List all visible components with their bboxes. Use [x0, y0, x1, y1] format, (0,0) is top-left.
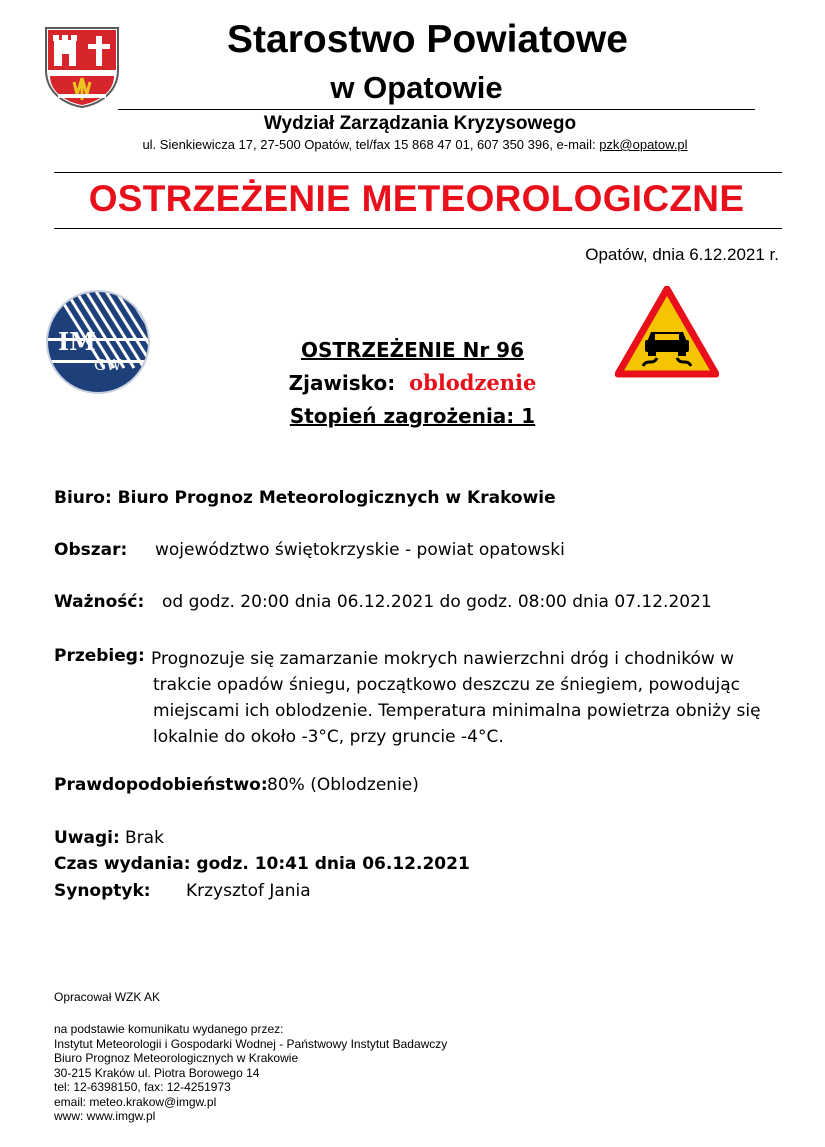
headline-top-rule [54, 172, 782, 173]
headline: OSTRZEŻENIE METEOROLOGICZNE [88, 178, 745, 219]
warning-number-text: OSTRZEŻENIE Nr 96 [301, 338, 524, 362]
warning-number [0, 338, 825, 362]
synoptic-value: Krzysztof Jania [186, 881, 311, 901]
contact-address [0, 137, 825, 152]
probability-value: 80% (Oblodzenie) [267, 775, 419, 795]
area-label: Obszar: [54, 540, 128, 560]
probability-label: Prawdopodobieństwo: [54, 775, 268, 795]
course-line: Prognozuje się zamarzanie mokrych nawierzchni dróg i chodników w [151, 649, 735, 669]
phenomenon-label: Zjawisko: [288, 371, 396, 395]
remarks-label: Uwagi: [54, 828, 120, 848]
headline-bottom-rule [54, 228, 782, 229]
department-name: Wydział Zarządzania Kryzysowego [263, 113, 577, 134]
email-link[interactable]: pzk@opatow.pl [599, 137, 688, 152]
validity-value: od godz. 20:00 dnia 06.12.2021 do godz. 08:00 dnia 07.12.2021 [162, 592, 712, 612]
source-line: 30-215 Kraków ul. Piotra Borowego 14 [54, 1065, 260, 1080]
course-line: trakcie opadów śniegu, początkowo deszczu ze śniegiem, powodując [153, 675, 741, 695]
header-divider [118, 109, 755, 110]
imgw-text-im: IM [58, 327, 96, 356]
bureau-line: Biuro: Biuro Prognoz Meteorologicznych w Krakowie [54, 488, 556, 508]
course-label: Przebieg: [54, 646, 145, 666]
header-title-line2: w Opatowie [330, 70, 503, 105]
prepared-by: Opracował WZK AK [54, 990, 161, 1004]
course-line: lokalnie do około -3°C, przy gruncie -4°C. [153, 727, 504, 747]
validity-label: Ważność: [54, 592, 145, 612]
source-line: www: www.imgw.pl [54, 1109, 156, 1123]
area-value: województwo świętokrzyskie - powiat opatowski [155, 540, 565, 560]
course-text [151, 646, 791, 750]
source-line: Biuro Prognoz Meteorologicznych w Krakowie [54, 1051, 299, 1065]
header-title-line1: Starostwo Powiatowe [227, 18, 628, 61]
source-line: Instytut Meteorologii i Gospodarki Wodnej - Państwowy Instytut Badawczy [54, 1036, 448, 1051]
remarks-value: Brak [125, 828, 164, 848]
course-line: miejscami ich oblodzenie. Temperatura minimalna powietrza obniży się [153, 701, 761, 721]
phenomenon-value: oblodzenie [409, 370, 537, 395]
source-line: na podstawie komunikatu wydanego przez: [54, 1022, 284, 1036]
imgw-text-gw: GW [94, 356, 122, 374]
slippery-road-sign-icon [615, 286, 719, 378]
threat-level-text: Stopień zagrożenia: 1 [289, 404, 536, 428]
document-date: Opatów, dnia 6.12.2021 r. [585, 245, 779, 264]
source-info [54, 1022, 447, 1124]
synoptic-label: Synoptyk: [54, 881, 151, 901]
source-line: email: meteo.krakow@imgw.pl [54, 1094, 217, 1109]
issued-time: Czas wydania: godz. 10:41 dnia 06.12.2021 [54, 854, 470, 874]
source-line: tel: 12-6398150, fax: 12-4251973 [54, 1080, 231, 1094]
threat-level [0, 404, 825, 428]
address-text: ul. Sienkiewicza 17, 27-500 Opatów, tel/fax 15 868 47 01, 607 350 396, e-mail: [142, 137, 600, 152]
phenomenon-line [0, 370, 825, 395]
